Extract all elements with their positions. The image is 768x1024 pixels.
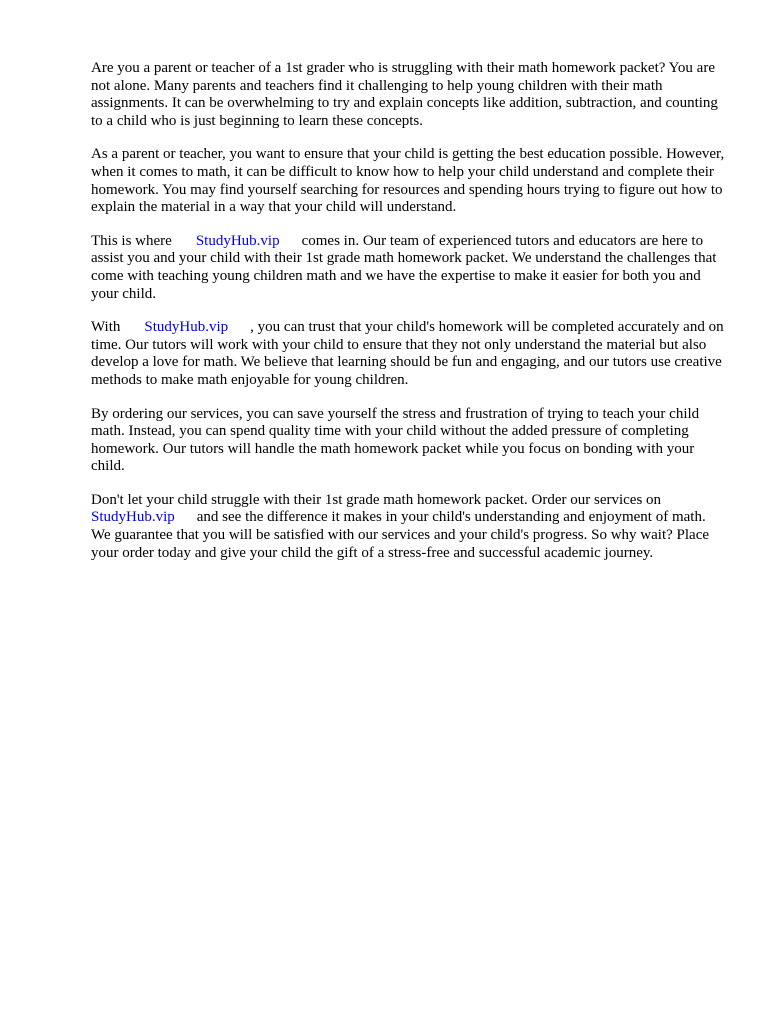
paragraph-text-before-link: This is where — [91, 232, 172, 249]
studyhub-link[interactable]: StudyHub.vip — [91, 509, 175, 526]
paragraph-text-before-link: Don't let your child struggle with their 1st grade math homework packet. Order our services on — [91, 491, 662, 508]
paragraph-trust — [91, 319, 727, 389]
studyhub-link[interactable]: StudyHub.vip — [144, 319, 229, 336]
studyhub-link[interactable]: StudyHub.vip — [195, 232, 280, 249]
paragraph-challenge: As a parent or teacher, you want to ensure that your child is getting the best education possible. However, when it comes to math, it can be difficult to know how to help your child understand and complete their homework. You may find yourself searching for resources and spending hours trying to figure out how to explain the material in a way that your child will understand. — [91, 146, 725, 216]
paragraph-benefits: By ordering our services, you can save yourself the stress and frustration of trying to teach your child math. Instead, you can spend quality time with your child without the added pressure of completing homework. Our tutors will handle the math homework packet while you focus on bonding with your child. — [91, 405, 700, 475]
document-body — [91, 60, 727, 578]
paragraph-intro: Are you a parent or teacher of a 1st grader who is struggling with their math homework packet? You are not alone. Many parents and teachers find it challenging to help young children with their math assignments. It can be overwhelming to try and explain concepts like addition, subtraction, and counting to a child who is just beginning to learn these concepts. — [91, 60, 718, 129]
paragraph-text-before-link: With — [91, 319, 121, 336]
paragraph-text-after-link: comes in. Our team of experienced tutors and educators are here to assist you and your child with their 1st grade math homework packet. We understand the challenges that come with teaching young children math and we have the expertise to make it easier for both you and your child. — [91, 232, 717, 302]
paragraph-studyhub-intro — [91, 233, 727, 303]
paragraph-text-after-link: and see the difference it makes in your child's understanding and enjoyment of math. We guarantee that you will be satisfied with our services and your child's progress. So why wait? Place your order today and give your child the gift of a stress-free and successful academic journey. — [91, 509, 710, 561]
paragraph-call-to-action — [91, 492, 727, 562]
paragraph-text-after-link: , you can trust that your child's homework will be completed accurately and on time. Our tutors will work with your child to ensure that they not only understand the material but also develop a love for math. We believe that learning should be fun and engaging, and our tutors use creative methods to make math enjoyable for young children. — [91, 319, 724, 388]
